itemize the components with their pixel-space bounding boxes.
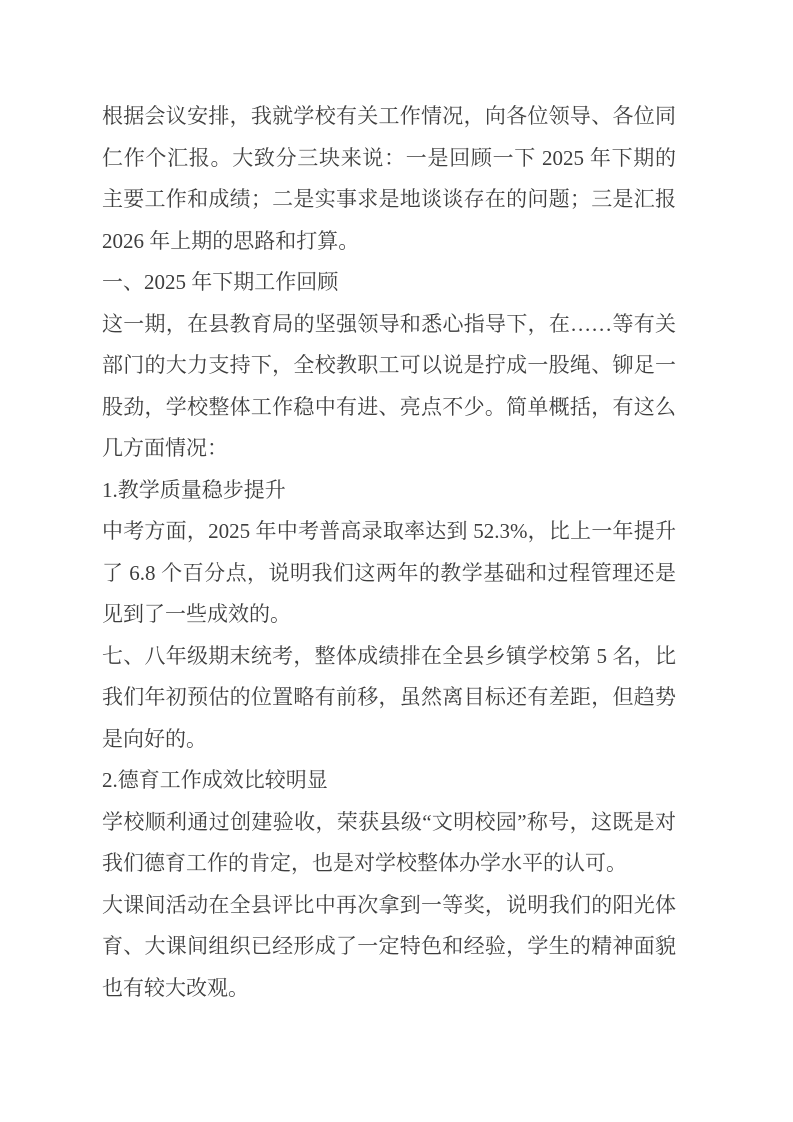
paragraph-civilized-campus: 学校顺利通过创建验收，荣获县级“文明校园”称号，这既是对我们德育工作的肯定，也是对学校整体办学水平的认可。	[102, 809, 676, 875]
paragraph-zhongkao-results: 中考方面，2025 年中考普高录取率达到 52.3%，比上一年提升了 6.8 个百分点，说明我们这两年的教学基础和过程管理还是见到了一些成效的。	[102, 519, 676, 626]
paragraph-recess-activity-award: 大课间活动在全县评比中再次拿到一等奖，说明我们的阳光体育、大课间组织已经形成了一定特色和经验，学生的精神面貌也有较大改观。	[102, 892, 676, 1000]
heading-moral-education: 2.德育工作成效比较明显	[102, 768, 328, 792]
heading-teaching-quality: 1.教学质量稳步提升	[102, 477, 286, 502]
document-body	[102, 96, 676, 1009]
paragraph-overview: 这一期，在县教育局的坚强领导和悉心指导下，在……等有关部门的大力支持下，全校教职工可以说是拧成一股绳、铆足一股劲，学校整体工作稳中有进、亮点不少。简单概括，有这么几方面情况：	[102, 311, 676, 460]
heading-section-one-2025-review: 一、2025 年下期工作回顾	[102, 270, 339, 294]
paragraph-exam-ranking: 七、八年级期末统考，整体成绩排在全县乡镇学校第 5 名，比我们年初预估的位置略有前移，虽然离目标还有差距，但趋势是向好的。	[102, 643, 676, 751]
paragraph-intro: 根据会议安排，我就学校有关工作情况，向各位领导、各位同仁作个汇报。大致分三块来说：一是回顾一下 2025 年下期的主要工作和成绩；二是实事求是地谈谈存在的问题；三是汇报 2026 年上期的思路和打算。	[102, 104, 676, 253]
